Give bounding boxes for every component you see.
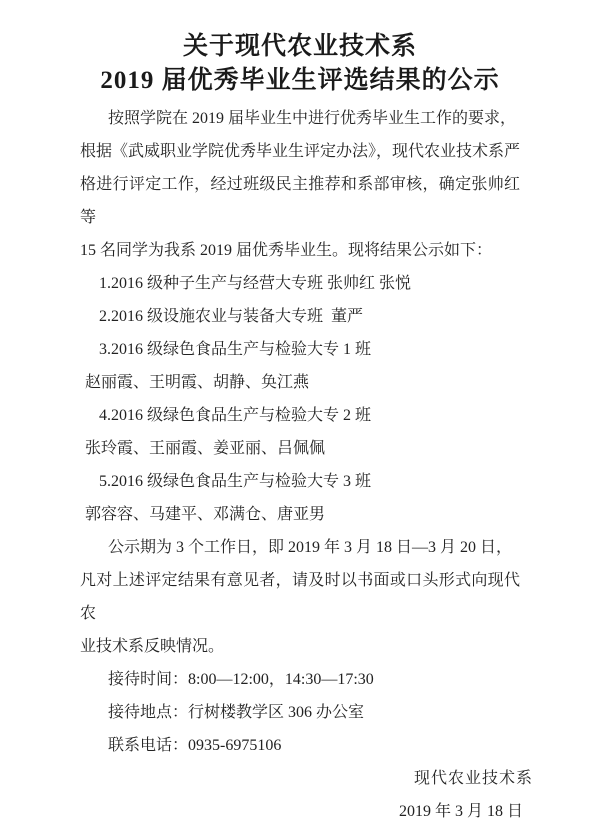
award-students-3: 赵丽霞、王明霞、胡静、奂江燕 bbox=[85, 374, 310, 391]
reception-location: 接待地点：行树楼教学区 306 办公室 bbox=[108, 704, 365, 721]
contact-phone: 联系电话：0935-6975106 bbox=[108, 737, 282, 754]
award-class-1: 1.2016 级种子生产与经营大专班 张帅红 张悦 bbox=[99, 275, 412, 292]
award-students-5: 郭容容、马建平、邓满仓、唐亚男 bbox=[85, 506, 326, 523]
intro-line-4: 15 名同学为我系 2019 届优秀毕业生。现将结果公示如下： bbox=[80, 242, 493, 259]
signature-department: 现代农业技术系 bbox=[413, 770, 533, 787]
award-class-4: 4.2016 级绿色食品生产与检验大专 2 班 bbox=[99, 407, 372, 424]
intro-line-1: 按照学院在 2019 届毕业生中进行优秀毕业生工作的要求， bbox=[108, 110, 517, 127]
reception-hours: 接待时间：8:00—12:00，14:30—17:30 bbox=[108, 671, 374, 688]
intro-line-3: 格进行评定工作，经过班级民主推荐和系部审核，确定张帅红等 bbox=[80, 176, 520, 226]
award-class-2: 2.2016 级设施农业与装备大专班 董严 bbox=[99, 308, 364, 325]
award-students-4: 张玲霞、王丽霞、姜亚丽、吕佩佩 bbox=[85, 440, 326, 457]
document-body bbox=[0, 102, 600, 828]
award-class-5: 5.2016 级绿色食品生产与检验大专 3 班 bbox=[99, 473, 372, 490]
title-line-1: 关于现代农业技术系 bbox=[182, 33, 417, 60]
closing-line-3: 业技术系反映情况。 bbox=[80, 638, 225, 655]
intro-line-2: 根据《武威职业学院优秀毕业生评定办法》，现代农业技术系严 bbox=[80, 143, 521, 160]
closing-line-2: 凡对上述评定结果有意见者，请及时以书面或口头形式向现代农 bbox=[80, 572, 520, 622]
document-title bbox=[0, 0, 600, 98]
award-class-3: 3.2016 级绿色食品生产与检验大专 1 班 bbox=[99, 341, 372, 358]
signature-date: 2019 年 3 月 18 日 bbox=[398, 803, 523, 820]
title-line-2: 2019 届优秀毕业生评选结果的公示 bbox=[100, 67, 500, 94]
closing-line-1: 公示期为 3 个工作日，即 2019 年 3 月 18 日—3 月 20 日， bbox=[108, 539, 513, 556]
